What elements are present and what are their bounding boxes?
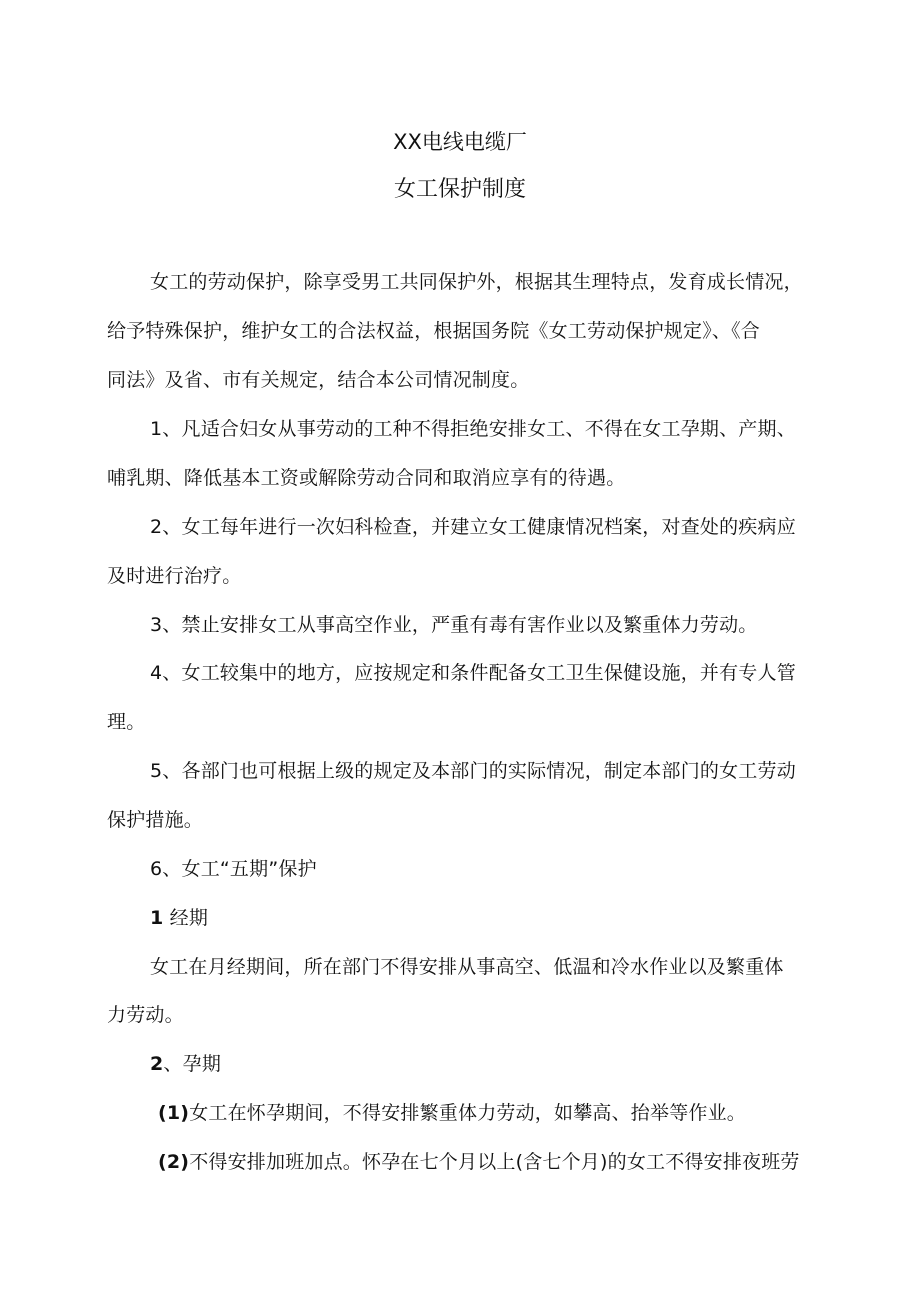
sub-1-number: 1: [150, 907, 164, 929]
sub-1-label: 经期: [169, 907, 209, 929]
sub-1-heading: [150, 905, 208, 931]
item-6-heading: 6、女工“五期”保护: [150, 858, 317, 880]
sub-2-label: 、孕期: [163, 1053, 222, 1075]
item-5-line-1: 5、各部门也可根据上级的规定及本部门的实际情况，制定本部门的女工劳动: [150, 760, 796, 782]
item-2-line-1: 2、女工每年进行一次妇科检查，并建立女工健康情况档案，对查处的疾病应: [150, 516, 796, 538]
item-1-line-1: 1、凡适合妇女从事劳动的工种不得拒绝安排女工、不得在女工孕期、产期、: [150, 418, 796, 440]
item-4-line-1: 4、女工较集中的地方，应按规定和条件配备女工卫生保健设施，并有专人管: [150, 662, 796, 684]
sub-2-point-1: [158, 1100, 746, 1126]
document-title: XX电线电缆厂: [393, 130, 527, 154]
sub-2-point-2: [158, 1149, 800, 1175]
item-4-line-2: 理。: [107, 711, 146, 733]
sub-2-point-2-text: 不得安排加班加点。怀孕在七个月以上(含七个月)的女工不得安排夜班劳: [189, 1151, 800, 1173]
sub-2-number: 2: [150, 1053, 164, 1075]
sub-2-point-2-number: (2): [158, 1151, 190, 1173]
item-5-line-2: 保护措施。: [107, 809, 204, 831]
sub-2-point-1-text: 女工在怀孕期间，不得安排繁重体力劳动，如攀高、抬举等作业。: [189, 1102, 746, 1124]
item-3-line-1: 3、禁止安排女工从事高空作业，严重有毒有害作业以及繁重体力劳动。: [150, 614, 758, 636]
sub-1-text-line-1: 女工在月经期间，所在部门不得安排从事高空、低温和冷水作业以及繁重体: [150, 956, 784, 978]
sub-1-text-line-2: 力劳动。: [107, 1004, 184, 1026]
intro-line-1: 女工的劳动保护，除享受男工共同保护外，根据其生理特点，发育成长情况，: [150, 271, 803, 293]
item-1-line-2: 哺乳期、降低基本工资或解除劳动合同和取消应享有的待遇。: [107, 467, 626, 489]
item-2-line-2: 及时进行治疗。: [107, 565, 242, 587]
intro-line-2: 给予特殊保护，维护女工的合法权益，根据国务院《女工劳动保护规定》、《合: [107, 320, 761, 342]
document-subtitle: 女工保护制度: [393, 177, 526, 202]
intro-line-3: 同法》及省、市有关规定，结合本公司情况制度。: [107, 369, 530, 391]
sub-2-point-1-number: (1): [158, 1102, 190, 1124]
sub-2-heading: [150, 1051, 221, 1077]
